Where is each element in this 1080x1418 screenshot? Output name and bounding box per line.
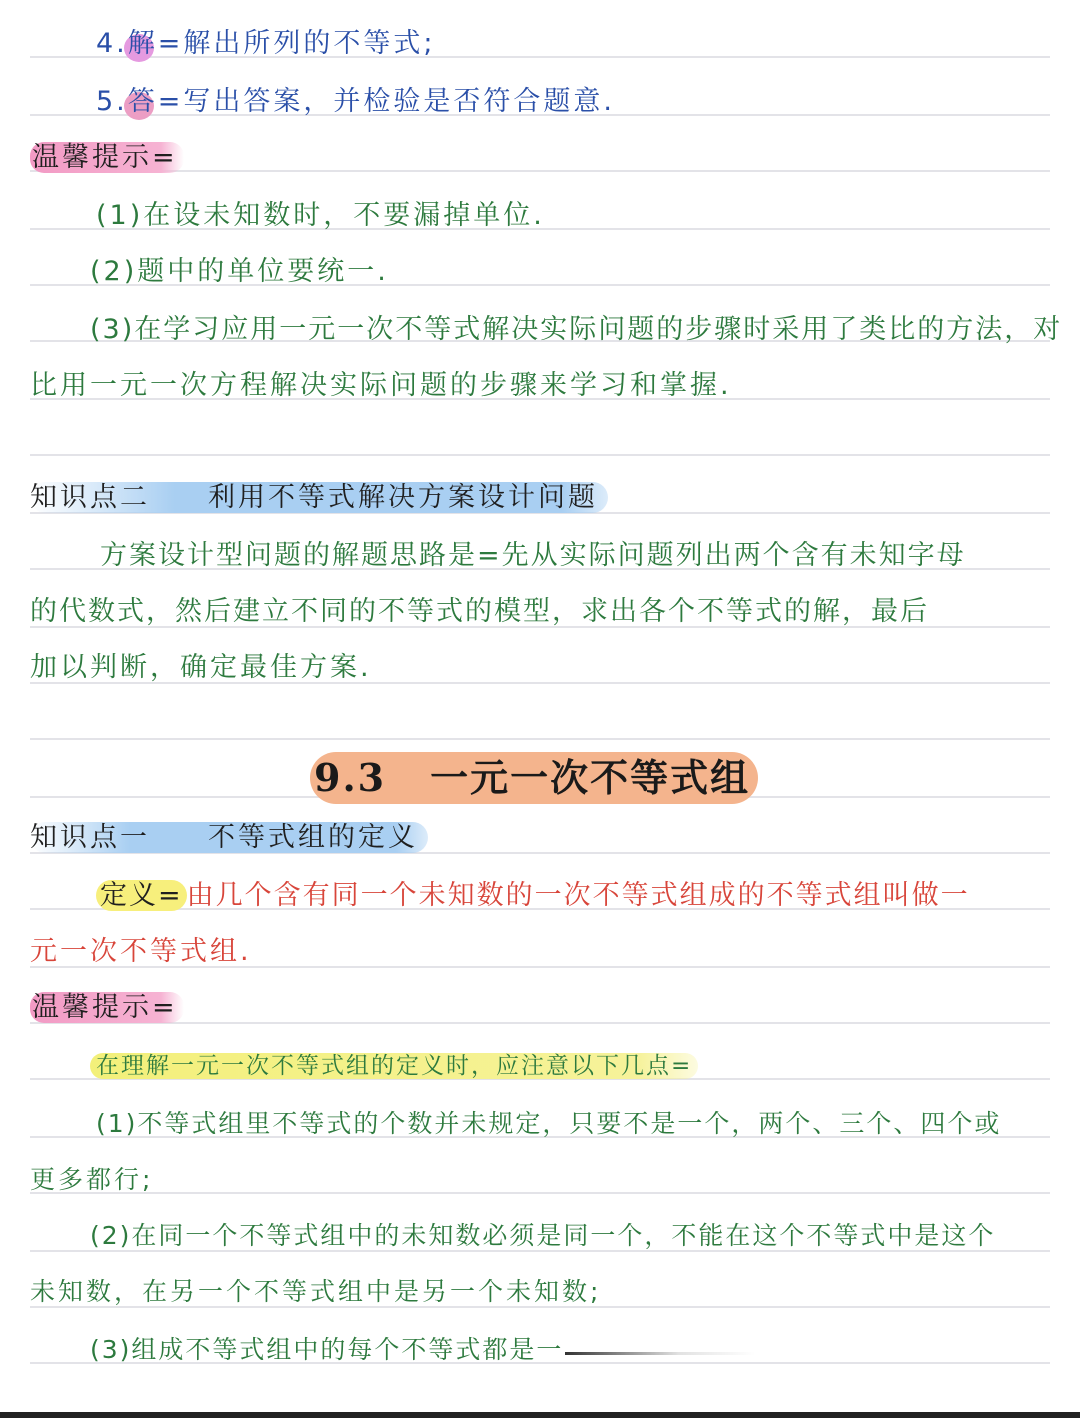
tip-1-item-3-line-2: 比用一元一次方程解决实际问题的步骤来学习和掌握. [30, 370, 732, 401]
step-4-text: =解出所列的不等式; [157, 28, 436, 59]
step-5-text: =写出答案，并检验是否符合题意. [157, 86, 615, 117]
tip-2-item-1-line-2: 更多都行; [30, 1165, 154, 1194]
tip-2-intro [90, 1046, 698, 1086]
kp2-title: 利用不等式解决方案设计问题 [208, 482, 598, 513]
kp1-label: 知识点一 [30, 822, 150, 853]
definition-key: 定义= [96, 880, 187, 911]
definition-line-1 [96, 876, 970, 916]
step-4-key: 解 [127, 28, 158, 59]
ruled-line [30, 454, 1050, 456]
fading-dash [565, 1352, 755, 1355]
step-5-key: 答 [127, 86, 158, 117]
definition-line-2: 元一次不等式组. [30, 936, 252, 967]
tip-2-item-1-line-1: (1)不等式组里不等式的个数并未规定，只要不是一个，两个、三个、四个或 [96, 1109, 1002, 1138]
definition-text-1: 由几个含有同一个未知数的一次不等式组成的不等式组叫做一 [186, 880, 970, 911]
tip-heading-2 [30, 988, 184, 1028]
section-title [310, 752, 758, 804]
tip-1-item-1: (1)在设未知数时，不要漏掉单位. [96, 200, 545, 231]
kp2-heading [30, 478, 608, 518]
section-number: 9.3 [314, 755, 387, 800]
kp1-heading [30, 818, 428, 858]
tip-1-item-3-line-1: (3)在学习应用一元一次不等式解决实际问题的步骤时采用了类比的方法，对 [90, 314, 1063, 345]
tip-heading-2-text: 温馨提示= [30, 992, 184, 1023]
step-5-number: 5. [96, 86, 128, 117]
step-4-number: 4. [96, 28, 128, 59]
ruled-line [30, 738, 1050, 740]
kp2-highlight [30, 482, 608, 513]
step-4 [96, 24, 436, 64]
step-5 [96, 82, 615, 122]
tip-2-item-2-line-2: 未知数，在另一个不等式组中是另一个未知数; [30, 1277, 602, 1306]
tip-heading-1-text: 温馨提示= [30, 142, 184, 173]
kp2-para-line-3: 加以判断，确定最佳方案. [30, 652, 372, 683]
kp2-para-line-2: 的代数式，然后建立不同的不等式的模型，求出各个不等式的解，最后 [30, 596, 929, 627]
tip-heading-1 [30, 138, 184, 178]
bottom-edge [0, 1412, 1080, 1418]
tip-2-intro-text: 在理解一元一次不等式组的定义时，应注意以下几点= [90, 1053, 698, 1079]
tip-2-item-3-line-1: (3)组成不等式组中的每个不等式都是一 [90, 1335, 564, 1364]
kp2-para-line-1: 方案设计型问题的解题思路是=先从实际问题列出两个含有未知字母 [100, 540, 966, 571]
kp1-title: 不等式组的定义 [208, 822, 418, 853]
section-title-text: 一元一次不等式组 [430, 755, 751, 800]
kp2-label: 知识点二 [30, 482, 150, 513]
ruled-line [30, 1192, 1050, 1194]
tip-2-item-2-line-1: (2)在同一个不等式组中的未知数必须是同一个，不能在这个不等式中是这个 [90, 1221, 996, 1250]
tip-1-item-2: (2)题中的单位要统一. [90, 256, 389, 287]
kp1-highlight [30, 822, 428, 853]
